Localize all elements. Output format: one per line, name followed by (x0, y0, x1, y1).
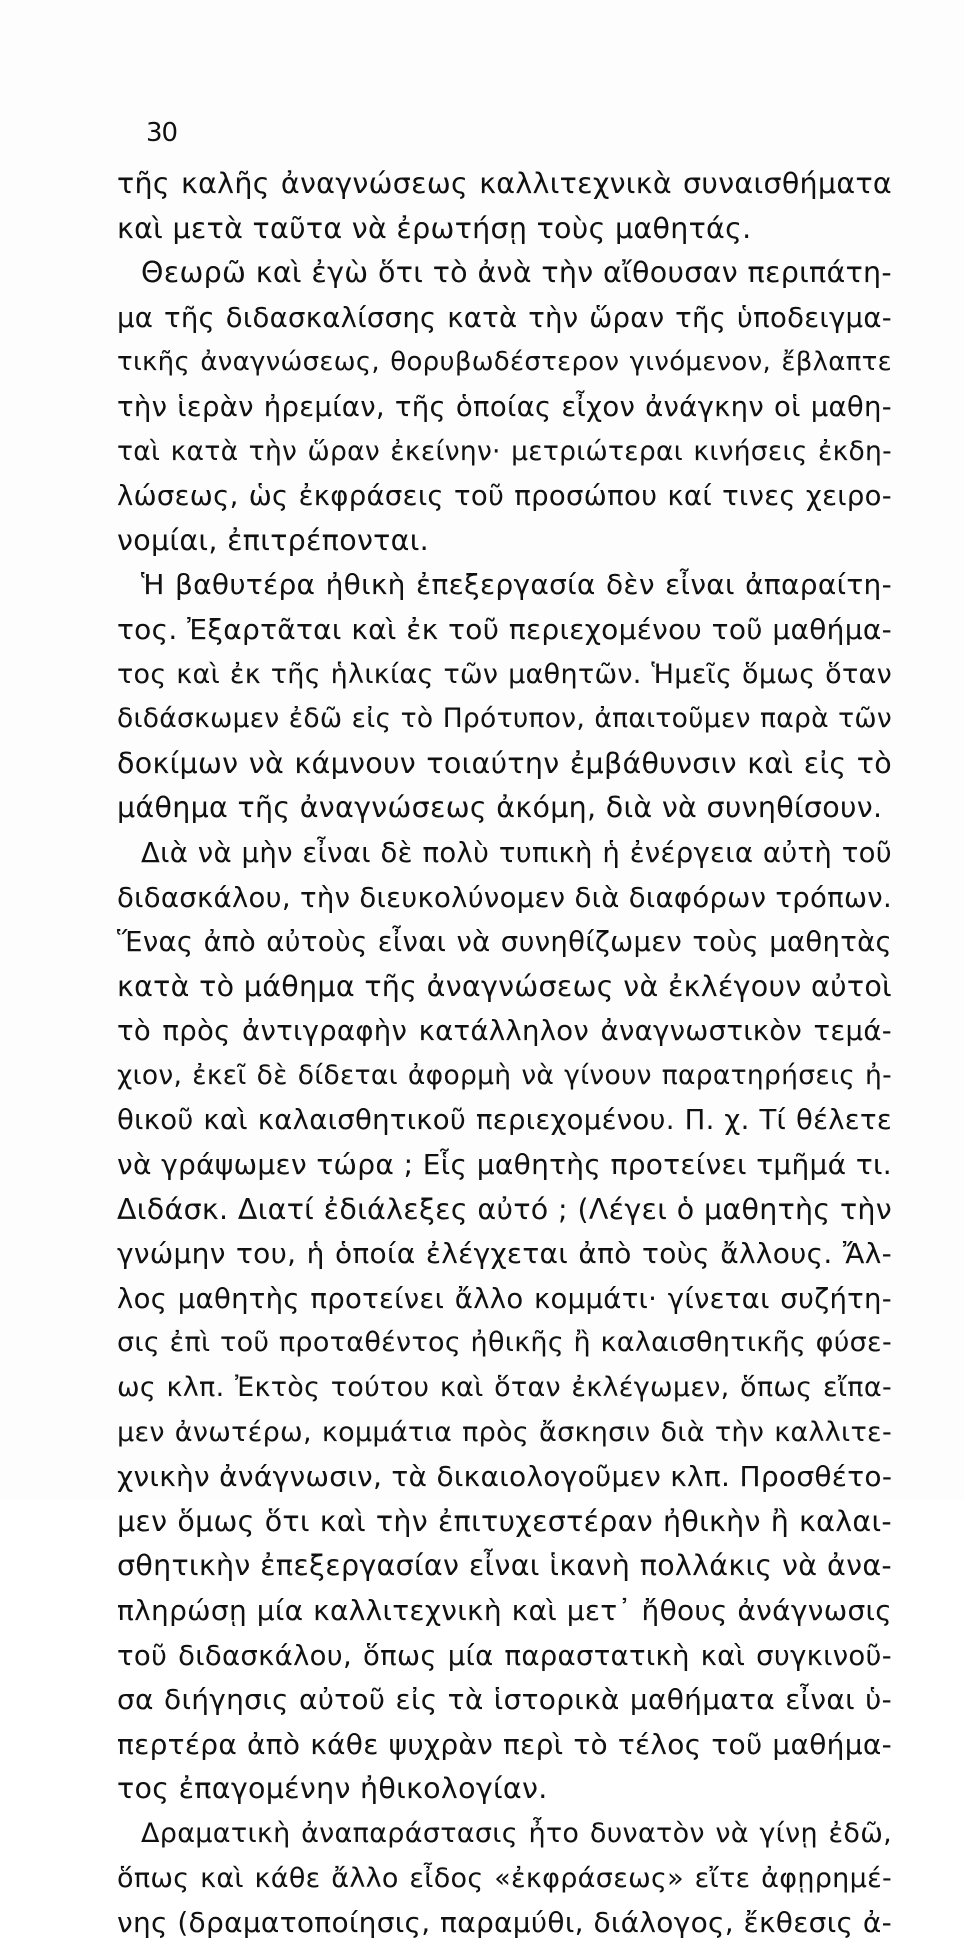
text-line: χνικὴν ἀνάγνωσιν, τὰ δικαιολογοῦμεν κλπ. Προσθέτο- (117, 1460, 893, 1494)
text-line: περτέρα ἀπὸ κάθε ψυχρὰν περὶ τὸ τέλος τοῦ μαθήμα- (117, 1727, 892, 1761)
text-line: λώσεως, ὡς ἐκφράσεις τοῦ προσώπου καί τινες χειρο- (117, 480, 892, 513)
text-line: ταὶ κατὰ τὴν ὥραν ἐκείνην· μετριώτεραι κινήσεις ἐκδη- (117, 435, 892, 467)
text-line: τοῦ διδασκάλου, ὅπως μία παραστατικὴ καὶ συγκινοῦ- (117, 1639, 892, 1672)
text-line: ως κλπ. Ἐκτὸς τούτου καὶ ὅταν ἐκλέγωμεν, ὅπως εἴπα- (117, 1372, 892, 1404)
text-line: σθητικὴν ἐπεξεργασίαν εἶναι ἱκανὴ πολλάκις νὰ ἀνα- (117, 1549, 892, 1583)
text-line: Ἡ βαθυτέρα ἠθικὴ ἐπεξεργασία δὲν εἶναι ἀπαραίτη- (141, 568, 892, 602)
text-line: Διὰ νὰ μὴν εἶναι δὲ πολὺ τυπικὴ ἡ ἐνέργεια αὐτὴ τοῦ (141, 836, 892, 869)
text-line: γνώμην του, ἡ ὁποία ἐλέγχεται ἀπὸ τοὺς ἄλλους. Ἄλ- (117, 1237, 892, 1271)
text-line: Δραματικὴ ἀναπαράστασις ἦτο δυνατὸν νὰ γίνῃ ἐδῶ, (141, 1817, 892, 1849)
text-line: τὴν ἱερὰν ἠρεμίαν, τῆς ὁποίας εἶχον ἀνάγκην οἱ μαθη- (117, 390, 892, 423)
text-line: τος. Ἐξαρτᾶται καὶ ἐκ τοῦ περιεχομένου τοῦ μαθήμα- (117, 612, 892, 646)
text-line: νὰ γράψωμεν τώρα ; Εἷς μαθητὴς προτείνει τμῆμά τι. (117, 1148, 892, 1182)
text-line: μεν ὅμως ὅτι καὶ τὴν ἐπιτυχεστέραν ἠθικὴν ἢ καλαι- (117, 1504, 892, 1538)
text-line: νης (δραματοποίησις, παραμύθι, διάλογος, ἔκθεσις ἀ- (117, 1906, 892, 1940)
body-text (117, 162, 892, 1946)
text-line: νομίαι, ἐπιτρέπονται. (117, 523, 430, 557)
text-line: τὸ πρὸς ἀντιγραφὴν κατάλληλον ἀναγνωστικὸν τεμά- (117, 1015, 892, 1048)
text-line: τος ἐπαγομένην ἠθικολογίαν. (117, 1772, 548, 1806)
text-line: Διδάσκ. Διατί ἐδιάλεξες αὐτό ; (Λέγει ὁ μαθητὴς τὴν (117, 1192, 892, 1226)
text-line: Ἕνας ἀπὸ αὐτοὺς εἶναι νὰ συνηθίζωμεν τοὺς μαθητὰς (117, 926, 892, 959)
text-line: τος καὶ ἐκ τῆς ἡλικίας τῶν μαθητῶν. Ἡμεῖς ὅμως ὅταν (117, 658, 892, 690)
page-number: 30 (146, 118, 178, 148)
text-line: κατὰ τὸ μάθημα τῆς ἀναγνώσεως νὰ ἐκλέγουν αὐτοὶ (117, 969, 892, 1003)
text-line: δοκίμων νὰ κάμνουν τοιαύτην ἐμβάθυνσιν καὶ εἰς τὸ (117, 746, 892, 780)
text-line: διδασκάλου, τὴν διευκολύνομεν διὰ διαφόρων τρόπων. (117, 881, 892, 914)
text-line: ὅπως καὶ κάθε ἄλλο εἶδος «ἐκφράσεως» εἴτε ἀφῃρημέ- (117, 1862, 892, 1894)
text-line: σα διήγησις αὐτοῦ εἰς τὰ ἱστορικὰ μαθήματα εἶναι ὑ- (117, 1683, 892, 1717)
text-line: μα τῆς διδασκαλίσσης κατὰ τὴν ὥραν τῆς ὑποδειγμα- (117, 301, 892, 334)
text-line: τικῆς ἀναγνώσεως, θορυβωδέστερον γινόμενον, ἔβλαπτε (117, 347, 892, 378)
text-line: Θεωρῶ καὶ ἐγὼ ὅτι τὸ ἀνὰ τὴν αἴθουσαν περιπάτη- (141, 256, 892, 290)
text-line: διδάσκωμεν ἐδῶ εἰς τὸ Πρότυπον, ἀπαιτοῦμεν παρὰ τῶν (117, 703, 892, 735)
text-line: τῆς καλῆς ἀναγνώσεως καλλιτεχνικὰ συναισθήματα (117, 167, 892, 200)
text-line: καὶ μετὰ ταῦτα νὰ ἐρωτήσῃ τοὺς μαθητάς. (117, 211, 752, 245)
text-line: πληρώσῃ μία καλλιτεχνικὴ καὶ μετ᾿ ἤθους ἀνάγνωσις (117, 1594, 892, 1627)
text-line: μάθημα τῆς ἀναγνώσεως ἀκόμη, διὰ νὰ συνηθίσουν. (117, 791, 883, 825)
text-line: θικοῦ καὶ καλαισθητικοῦ περιεχομένου. Π. χ. Τί θέλετε (117, 1104, 892, 1137)
text-line: μεν ἀνωτέρω, κομμάτια πρὸς ἄσκησιν διὰ τὴν καλλιτε- (117, 1416, 892, 1448)
text-line: χιον, ἐκεῖ δὲ δίδεται ἀφορμὴ νὰ γίνουν παρατηρήσεις ἠ- (117, 1059, 892, 1091)
text-line: λος μαθητὴς προτείνει ἄλλο κομμάτι· γίνεται συζήτη- (117, 1282, 892, 1315)
text-line: σις ἐπὶ τοῦ προταθέντος ἠθικῆς ἢ καλαισθητικῆς φύσε- (117, 1327, 892, 1359)
